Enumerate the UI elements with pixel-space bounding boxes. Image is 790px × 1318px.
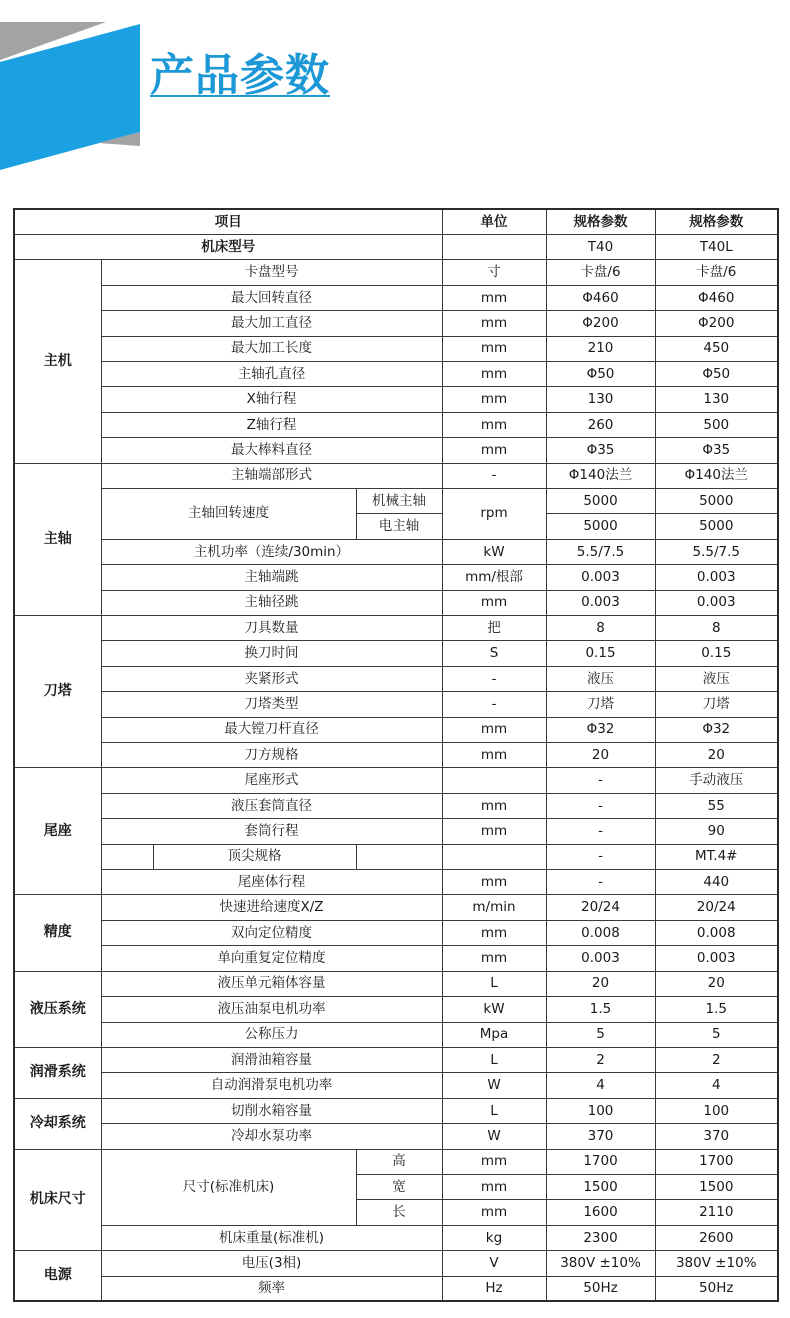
spec-t40l-cell: 4 [655,1073,778,1098]
category-cell: 冷却系统 [14,1098,101,1149]
spec-t40-cell: Φ32 [546,717,655,742]
spec-t40l-cell: 0.003 [655,565,778,590]
item-cell: 刀具数量 [101,616,442,641]
spec-t40l-cell: 20/24 [655,895,778,920]
spec-t40-cell: Φ200 [546,311,655,336]
unit-cell: W [442,1124,546,1149]
table-header-row [14,209,778,234]
item-cell: 液压单元箱体容量 [101,971,442,996]
table-row [14,488,778,513]
spec-t40l-cell: Φ35 [655,438,778,463]
spec-t40-cell: 260 [546,412,655,437]
category-cell: 机床尺寸 [14,1149,101,1251]
spec-t40-cell: 5000 [546,488,655,513]
item-cell: 快速进给速度X/Z [101,895,442,920]
spec-t40-cell: Φ50 [546,361,655,386]
table-row [14,844,778,869]
unit-cell: kW [442,539,546,564]
sub-item-cell: 机械主轴 [356,488,442,513]
item-cell: 切削水箱容量 [101,1098,442,1123]
item-cell: 最大回转直径 [101,285,442,310]
item-cell: 主机功率（连续/30min） [101,539,442,564]
spec-t40l-cell: Φ200 [655,311,778,336]
spec-t40l-cell: 450 [655,336,778,361]
item-cell: 最大镗刀杆直径 [101,717,442,742]
unit-cell: mm [442,336,546,361]
table-row [14,895,778,920]
spec-t40-cell: 210 [546,336,655,361]
table-row [14,1251,778,1276]
table-row [14,666,778,691]
unit-cell: mm [442,717,546,742]
unit-cell: S [442,641,546,666]
spec-t40-cell: 4 [546,1073,655,1098]
table-row [14,1124,778,1149]
spec-table [13,208,779,1302]
unit-cell: kg [442,1225,546,1250]
header-decoration [0,0,160,180]
unit-cell: mm [442,1149,546,1174]
table-row [14,1047,778,1072]
spec-t40l-cell: MT.4# [655,844,778,869]
item-cell: 冷却水泵功率 [101,1124,442,1149]
table-row [14,387,778,412]
category-cell: 电源 [14,1251,101,1302]
table-row [14,692,778,717]
item-cell: 尾座形式 [101,768,442,793]
table-row [14,590,778,615]
spec-t40l-cell: 2 [655,1047,778,1072]
item-cell: 液压油泵电机功率 [101,997,442,1022]
spec-t40l-cell: 20 [655,743,778,768]
unit-cell: W [442,1073,546,1098]
spec-t40l-cell: 1500 [655,1174,778,1199]
spec-t40-cell: 130 [546,387,655,412]
table-row [14,717,778,742]
spec-t40-cell: 卡盘/6 [546,260,655,285]
item-cell: 最大加工长度 [101,336,442,361]
spec-t40l-cell: 8 [655,616,778,641]
empty-cell [356,844,442,869]
table-row [14,260,778,285]
category-cell: 主轴 [14,463,101,615]
spec-t40l-cell: 5 [655,1022,778,1047]
item-cell: X轴行程 [101,387,442,412]
table-row [14,311,778,336]
unit-cell: mm [442,793,546,818]
spec-t40-cell: 0.15 [546,641,655,666]
spec-t40-cell: 100 [546,1098,655,1123]
unit-cell: mm [442,590,546,615]
spec-t40l-cell: 5000 [655,514,778,539]
unit-cell [442,234,546,259]
table-row [14,336,778,361]
table-row [14,870,778,895]
unit-cell: L [442,971,546,996]
item-cell: 机床重量(标准机) [101,1225,442,1250]
table-row [14,1276,778,1301]
model-label: 机床型号 [14,234,442,259]
category-cell: 精度 [14,895,101,971]
unit-cell: - [442,666,546,691]
spec-t40-cell: Φ460 [546,285,655,310]
spec-t40-cell: 0.008 [546,920,655,945]
spec-t40-cell: 370 [546,1124,655,1149]
sub-item-cell: 宽 [356,1174,442,1199]
unit-cell [442,844,546,869]
spec-t40-cell: Φ35 [546,438,655,463]
spec-t40-cell: 1600 [546,1200,655,1225]
spec-t40l-cell: Φ140法兰 [655,463,778,488]
table-row [14,1022,778,1047]
spec-t40l-cell: 液压 [655,666,778,691]
unit-cell: mm [442,870,546,895]
item-cell: Z轴行程 [101,412,442,437]
unit-cell: mm [442,819,546,844]
category-cell: 主机 [14,260,101,463]
page-title: 产品参数 [150,50,330,101]
item-cell: 卡盘型号 [101,260,442,285]
unit-cell: mm/根部 [442,565,546,590]
spec-t40l-cell: 0.003 [655,590,778,615]
spec-t40-cell: 2300 [546,1225,655,1250]
spec-t40l-cell: 0.15 [655,641,778,666]
table-row [14,438,778,463]
unit-cell: L [442,1047,546,1072]
spec-t40l-cell: 1700 [655,1149,778,1174]
spec-t40l-cell: 100 [655,1098,778,1123]
unit-cell: mm [442,743,546,768]
sub-item-cell: 长 [356,1200,442,1225]
spec-t40l-cell: 500 [655,412,778,437]
spec-t40-cell: - [546,768,655,793]
spec-t40-cell: 1500 [546,1174,655,1199]
spec-t40-cell: 20 [546,743,655,768]
item-cell: 润滑油箱容量 [101,1047,442,1072]
spec-t40l-cell: 440 [655,870,778,895]
spec-t40-cell: 50Hz [546,1276,655,1301]
spec-t40l-cell: 刀塔 [655,692,778,717]
table-row [14,946,778,971]
spec-t40-cell: 5 [546,1022,655,1047]
unit-cell: kW [442,997,546,1022]
table-row [14,463,778,488]
spec-t40l-cell: 2110 [655,1200,778,1225]
table-row [14,412,778,437]
unit-cell: Hz [442,1276,546,1301]
spec-t40l-cell: 130 [655,387,778,412]
spec-t40-cell: 1.5 [546,997,655,1022]
unit-cell: mm [442,285,546,310]
spec-t40-cell: 液压 [546,666,655,691]
unit-cell: mm [442,387,546,412]
table-row [14,1098,778,1123]
item-cell: 主轴回转速度 [101,488,356,539]
spec-t40-cell: 0.003 [546,590,655,615]
spec-t40-cell: 1700 [546,1149,655,1174]
header-item: 项目 [14,209,442,234]
spec-t40-cell: - [546,819,655,844]
spec-t40-cell: - [546,870,655,895]
unit-cell: m/min [442,895,546,920]
unit-cell: - [442,463,546,488]
spec-t40l-cell: 20 [655,971,778,996]
empty-cell [101,844,153,869]
spec-t40l-cell: 2600 [655,1225,778,1250]
table-row [14,1149,778,1174]
unit-cell [442,768,546,793]
category-cell: 液压系统 [14,971,101,1047]
unit-cell: Mpa [442,1022,546,1047]
table-row [14,1225,778,1250]
unit-cell: mm [442,361,546,386]
table-row [14,361,778,386]
spec-t40l-cell: Φ50 [655,361,778,386]
spec-t40l-cell: Φ460 [655,285,778,310]
spec-t40-cell: 0.003 [546,946,655,971]
unit-cell: mm [442,1200,546,1225]
spec-t40l-cell: 5000 [655,488,778,513]
spec-t40l-cell: T40L [655,234,778,259]
item-cell: 主轴端部形式 [101,463,442,488]
table-row [14,565,778,590]
item-cell: 尺寸(标准机床) [101,1149,356,1225]
spec-t40l-cell: 0.008 [655,920,778,945]
spec-t40l-cell: 370 [655,1124,778,1149]
unit-cell: mm [442,1174,546,1199]
unit-cell: mm [442,412,546,437]
spec-t40l-cell: 卡盘/6 [655,260,778,285]
table-row [14,743,778,768]
spec-t40-cell: 5000 [546,514,655,539]
unit-cell: mm [442,920,546,945]
spec-t40l-cell: 手动液压 [655,768,778,793]
table-row [14,819,778,844]
item-cell: 主轴径跳 [101,590,442,615]
spec-t40-cell: 380V ±10% [546,1251,655,1276]
spec-t40-cell: - [546,793,655,818]
item-cell: 刀塔类型 [101,692,442,717]
item-cell: 液压套筒直径 [101,793,442,818]
table-row [14,920,778,945]
header-unit: 单位 [442,209,546,234]
item-cell: 刀方规格 [101,743,442,768]
item-cell: 夹紧形式 [101,666,442,691]
item-cell: 电压(3相) [101,1251,442,1276]
spec-t40l-cell: Φ32 [655,717,778,742]
item-cell: 频率 [101,1276,442,1301]
item-cell: 自动润滑泵电机功率 [101,1073,442,1098]
table-row [14,768,778,793]
item-cell: 主轴孔直径 [101,361,442,386]
unit-cell: mm [442,946,546,971]
spec-t40-cell: 20 [546,971,655,996]
item-cell: 换刀时间 [101,641,442,666]
item-cell: 公称压力 [101,1022,442,1047]
unit-cell: rpm [442,488,546,539]
spec-t40l-cell: 90 [655,819,778,844]
category-cell: 刀塔 [14,616,101,768]
table-row [14,539,778,564]
item-cell: 最大棒料直径 [101,438,442,463]
spec-t40l-cell: 0.003 [655,946,778,971]
category-cell: 尾座 [14,768,101,895]
item-cell: 尾座体行程 [101,870,442,895]
item-cell: 顶尖规格 [153,844,356,869]
spec-t40-cell: 刀塔 [546,692,655,717]
spec-t40-cell: T40 [546,234,655,259]
item-cell: 主轴端跳 [101,565,442,590]
spec-t40-cell: 5.5/7.5 [546,539,655,564]
unit-cell: 寸 [442,260,546,285]
sub-item-cell: 电主轴 [356,514,442,539]
item-cell: 双向定位精度 [101,920,442,945]
spec-t40-cell: Φ140法兰 [546,463,655,488]
table-row [14,285,778,310]
unit-cell: mm [442,311,546,336]
table-row [14,641,778,666]
spec-t40-cell: 20/24 [546,895,655,920]
item-cell: 单向重复定位精度 [101,946,442,971]
table-row [14,1073,778,1098]
spec-t40l-cell: 380V ±10% [655,1251,778,1276]
sub-item-cell: 高 [356,1149,442,1174]
table-row [14,793,778,818]
unit-cell: V [442,1251,546,1276]
header-spec-2: 规格参数 [655,209,778,234]
spec-t40-cell: 8 [546,616,655,641]
table-row [14,971,778,996]
table-row [14,997,778,1022]
item-cell: 最大加工直径 [101,311,442,336]
spec-t40l-cell: 50Hz [655,1276,778,1301]
table-row [14,616,778,641]
header-spec-1: 规格参数 [546,209,655,234]
unit-cell: 把 [442,616,546,641]
unit-cell: L [442,1098,546,1123]
spec-t40l-cell: 55 [655,793,778,818]
spec-t40-cell: 0.003 [546,565,655,590]
item-cell: 套筒行程 [101,819,442,844]
category-cell: 润滑系统 [14,1047,101,1098]
spec-t40-cell: - [546,844,655,869]
spec-t40-cell: 2 [546,1047,655,1072]
model-row [14,234,778,259]
spec-t40l-cell: 5.5/7.5 [655,539,778,564]
unit-cell: - [442,692,546,717]
unit-cell: mm [442,438,546,463]
spec-t40l-cell: 1.5 [655,997,778,1022]
